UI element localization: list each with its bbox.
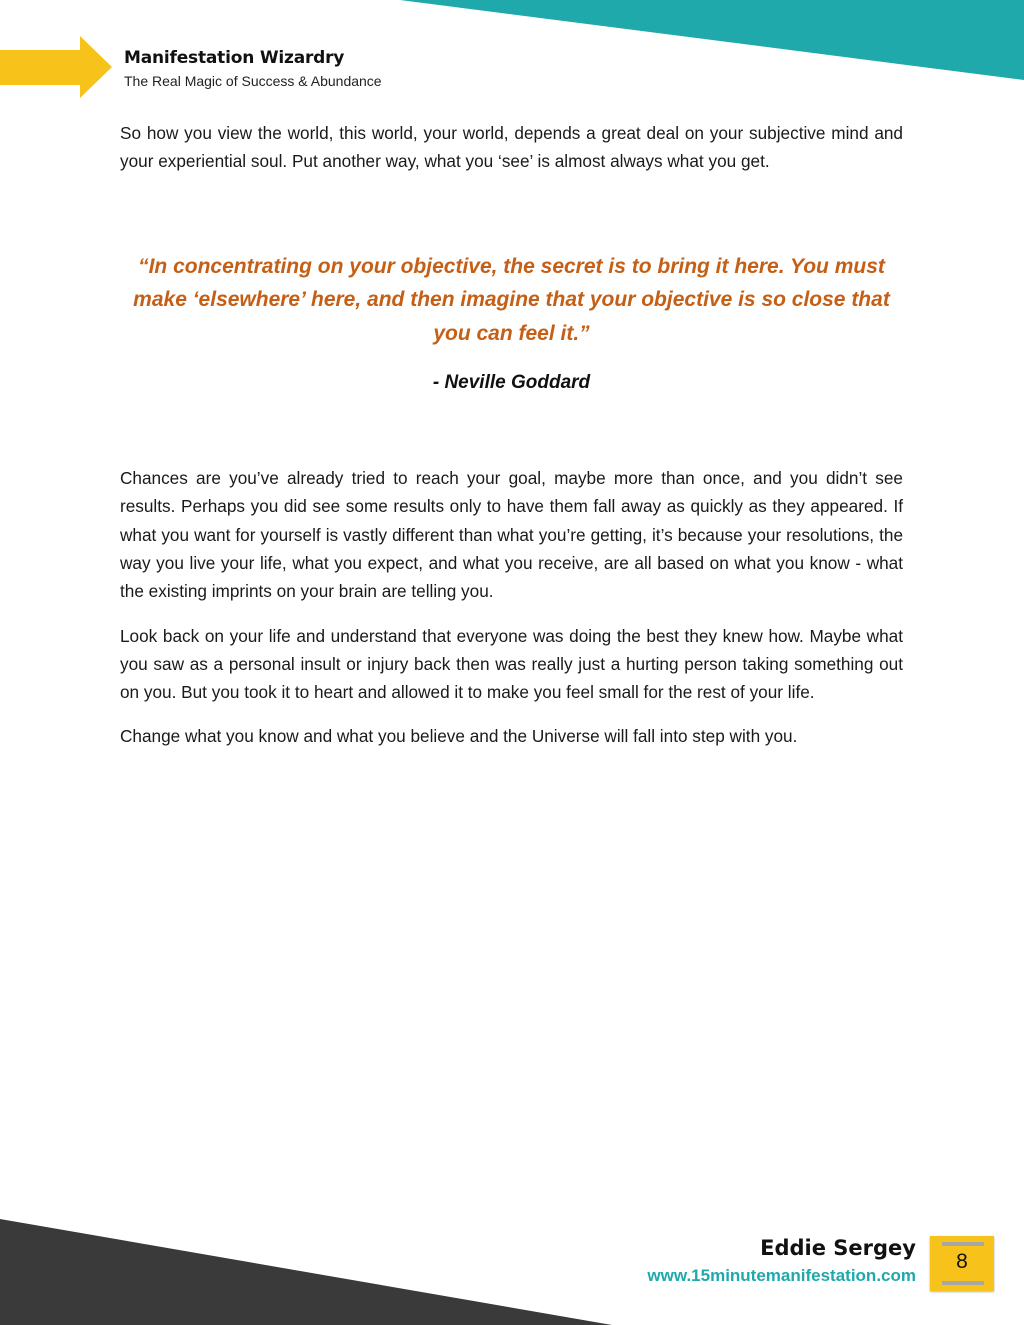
footer-author: Eddie Sergey	[760, 1236, 916, 1260]
body-paragraph: Chances are you’ve already tried to reach your goal, maybe more than once, and you didn’t see results. Perhaps you did see some results only to have them fall away as quickly as they appeared. If what you want for yourself is vastly different than what you’re getting, it’s because your resolutions, the way you live your life, what you expect, and what you receive, are all based on what you know - what the existing imprints on your brain are telling you.	[120, 468, 903, 602]
main-content	[120, 119, 903, 767]
footer-url-link[interactable]: www.15minutemanifestation.com	[647, 1266, 916, 1285]
page-number: 8	[956, 1250, 968, 1273]
page-number-badge	[930, 1236, 994, 1291]
pull-quote: “In concentrating on your objective, the secret is to bring it here. You must make ‘elsewhere’ here, and then imagine that your objective is so close that you can feel it.”	[133, 254, 890, 345]
yellow-arrow-icon	[0, 36, 112, 98]
quote-author: - Neville Goddard	[432, 372, 591, 394]
header-subtitle: The Real Magic of Success & Abundance	[124, 73, 382, 89]
body-paragraph: Look back on your life and understand that everyone was doing the best they knew how. Maybe what you saw as a personal insult or injury back then was really just a hurting person taking something out on you. But you took it to heart and allowed it to make you feel small for the rest of your life.	[120, 625, 903, 703]
teal-corner-band	[400, 0, 1024, 80]
body-paragraph: Change what you know and what you believe and the Universe will fall into step with you.	[120, 726, 798, 747]
header-title: Manifestation Wizardry	[124, 48, 345, 68]
page-header	[124, 48, 382, 89]
intro-paragraph: So how you view the world, this world, your world, depends a great deal on your subjective mind and your experiential soul. Put another way, what you ‘see’ is almost always what you get.	[120, 123, 903, 172]
dark-bottom-band	[0, 1219, 612, 1325]
